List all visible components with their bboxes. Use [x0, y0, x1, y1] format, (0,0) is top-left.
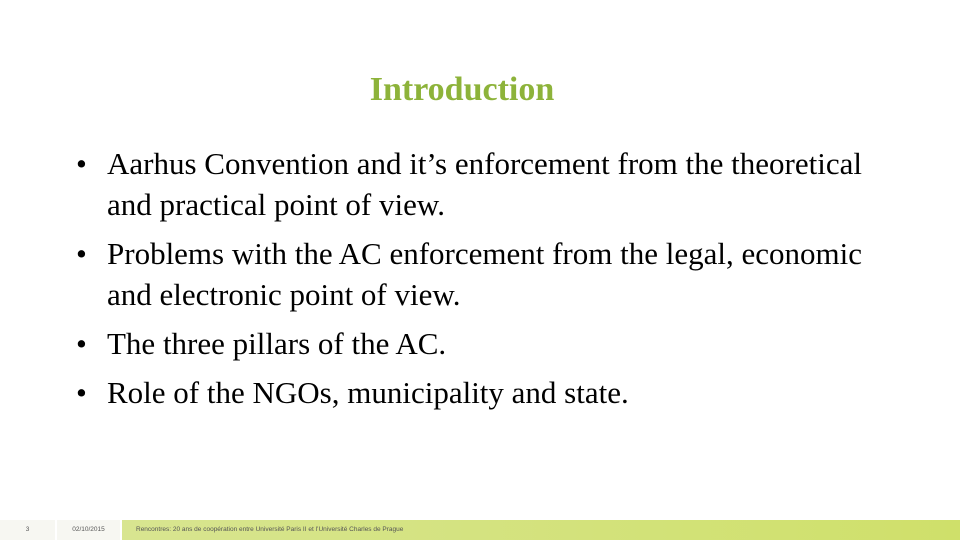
list-item: [74, 372, 874, 413]
list-item: [74, 143, 874, 225]
slide-title: Introduction: [369, 71, 555, 108]
bullet-text: Role of the NGOs, municipality and state.: [107, 375, 629, 410]
footer-date: 02/10/2015: [57, 520, 120, 540]
bullet-text: Aarhus Convention and it’s enforcement from the theoretical and practical point of view.: [107, 146, 862, 222]
footer-text: Rencontres: 20 ans de coopération entre Université Paris II et l’Université Charles de Prague: [136, 526, 404, 533]
list-item: [74, 233, 874, 315]
list-item: [74, 323, 874, 364]
bullet-icon: •: [76, 375, 87, 410]
bullet-text: The three pillars of the AC.: [107, 326, 447, 361]
bullet-list: [74, 143, 874, 421]
page-number: 3: [0, 520, 55, 540]
bullet-icon: •: [76, 146, 87, 181]
footer-text-bar: [122, 520, 960, 540]
slide-footer: [0, 520, 960, 540]
bullet-icon: •: [76, 236, 87, 271]
bullet-icon: •: [76, 326, 87, 361]
bullet-text: Problems with the AC enforcement from the legal, economic and electronic point of view.: [107, 236, 862, 312]
